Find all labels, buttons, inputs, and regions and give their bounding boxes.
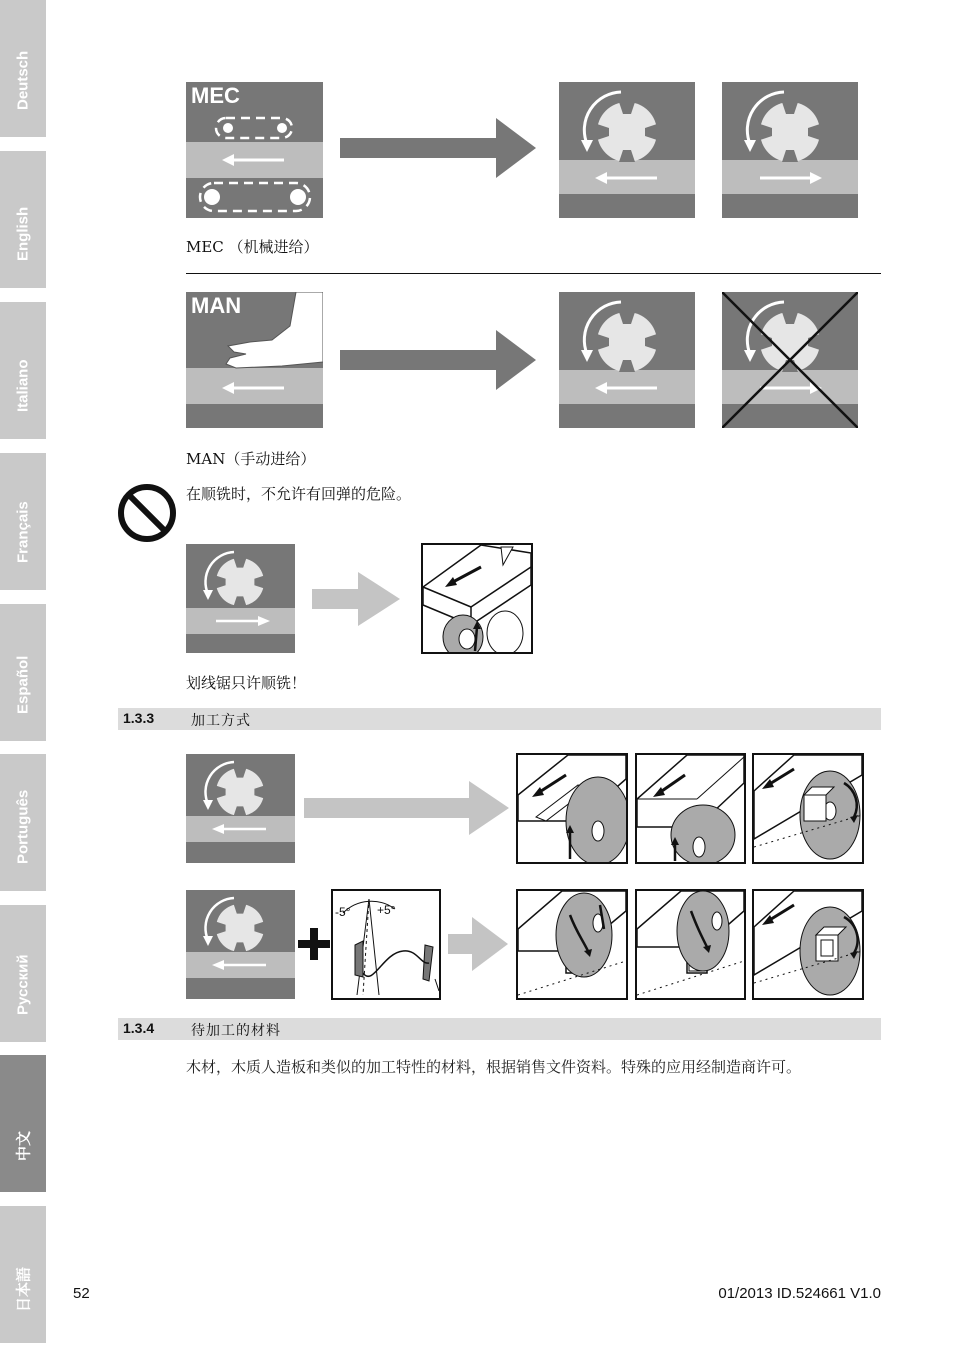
saw-blade-icon [722,82,858,218]
section-title: 待加工的材料 [191,1023,281,1039]
arrow-right-icon [448,917,508,971]
language-tab[interactable] [0,604,46,741]
language-tab-label: English [14,206,32,261]
language-tab[interactable] [0,151,46,288]
blade-climb-feed-tile [186,544,295,653]
scoring-note: 划线锯只许顺铣！ [186,674,307,692]
blade-counter-feed-tile [186,754,295,863]
workpiece-blade-icon [518,755,626,862]
workpiece-blade-icon [637,891,744,998]
language-tab[interactable] [0,1206,46,1343]
mec-tile-title: MEC [191,83,240,108]
prohibition-icon [116,482,178,544]
angle-plus-label: +5° [377,903,396,917]
hand-icon [186,292,323,428]
man-feed-tile [186,292,323,428]
rebating-diagram [635,753,746,864]
divider [186,273,881,274]
workpiece-blade-icon [754,755,862,862]
arrow-right-icon [340,330,536,390]
blade-climb-feed-tile [722,82,858,218]
crossed-out-icon [722,292,858,428]
language-tab-label: Português [14,789,32,864]
saw-blade-icon [186,890,295,999]
grooving-diagram [516,753,628,864]
blade-climb-feed-forbidden-tile [722,292,858,428]
section-number: 1.3.4 [123,1020,155,1036]
arrow-right-icon [340,118,536,178]
language-tab[interactable] [0,754,46,891]
tube-cutting-diagram [752,889,864,1000]
hollow-profile-diagram [635,889,746,1000]
blade-tilt-diagram [331,889,441,1000]
language-tab-label: Русский [14,954,32,1015]
workpiece-blade-icon [423,545,531,652]
materials-paragraph: 木材，木质人造板和类似的加工特性的材料，根据销售文件资料。特殊的应用经制造商许可。 [186,1058,802,1076]
arrow-right-icon [304,781,509,835]
blade-counter-feed-tile [559,82,695,218]
blade-counter-feed-tile [186,890,295,999]
language-tab-label: Deutsch [14,50,32,110]
saw-blade-icon [559,82,695,218]
language-tab[interactable] [0,453,46,590]
language-tab-label: 日本語 [15,1266,33,1312]
cutting-diagram [752,753,864,864]
bevel-cut-diagram [516,889,628,1000]
mec-caption: MEC （机械进给） [186,238,319,256]
language-tab-label: 中文 [15,1130,33,1161]
plus-icon [298,928,330,960]
saw-blade-icon [186,754,295,863]
language-tab[interactable] [0,302,46,439]
man-caption: MAN（手动进给） [186,450,316,468]
document-id: 01/2013 ID.524661 V1.0 [718,1285,881,1302]
angle-minus-label: -5° [335,905,351,919]
saw-blade-icon [186,544,295,653]
language-tab[interactable] [0,1055,46,1192]
workpiece-blade-icon [518,891,626,998]
language-tab-label: Italiano [14,359,32,412]
section-header [118,1018,881,1040]
section-title: 加工方式 [191,713,251,729]
feed-rollers-icon [186,82,323,218]
scoring-saw-diagram [421,543,533,654]
language-tab-label: Français [14,501,32,563]
language-tab[interactable] [0,905,46,1042]
section-header [118,708,881,730]
mec-feed-tile [186,82,323,218]
workpiece-blade-icon [637,755,744,862]
man-tile-title: MAN [191,293,242,318]
saw-blade-icon [559,292,695,428]
page-number: 52 [73,1285,90,1302]
language-tab-label: Español [14,655,32,714]
language-tab[interactable] [0,0,46,137]
warning-text: 在顺铣时，不允许有回弹的危险。 [186,485,412,503]
section-number: 1.3.3 [123,710,155,726]
arrow-right-icon [312,572,400,626]
workpiece-blade-icon [754,891,862,998]
blade-counter-feed-tile [559,292,695,428]
